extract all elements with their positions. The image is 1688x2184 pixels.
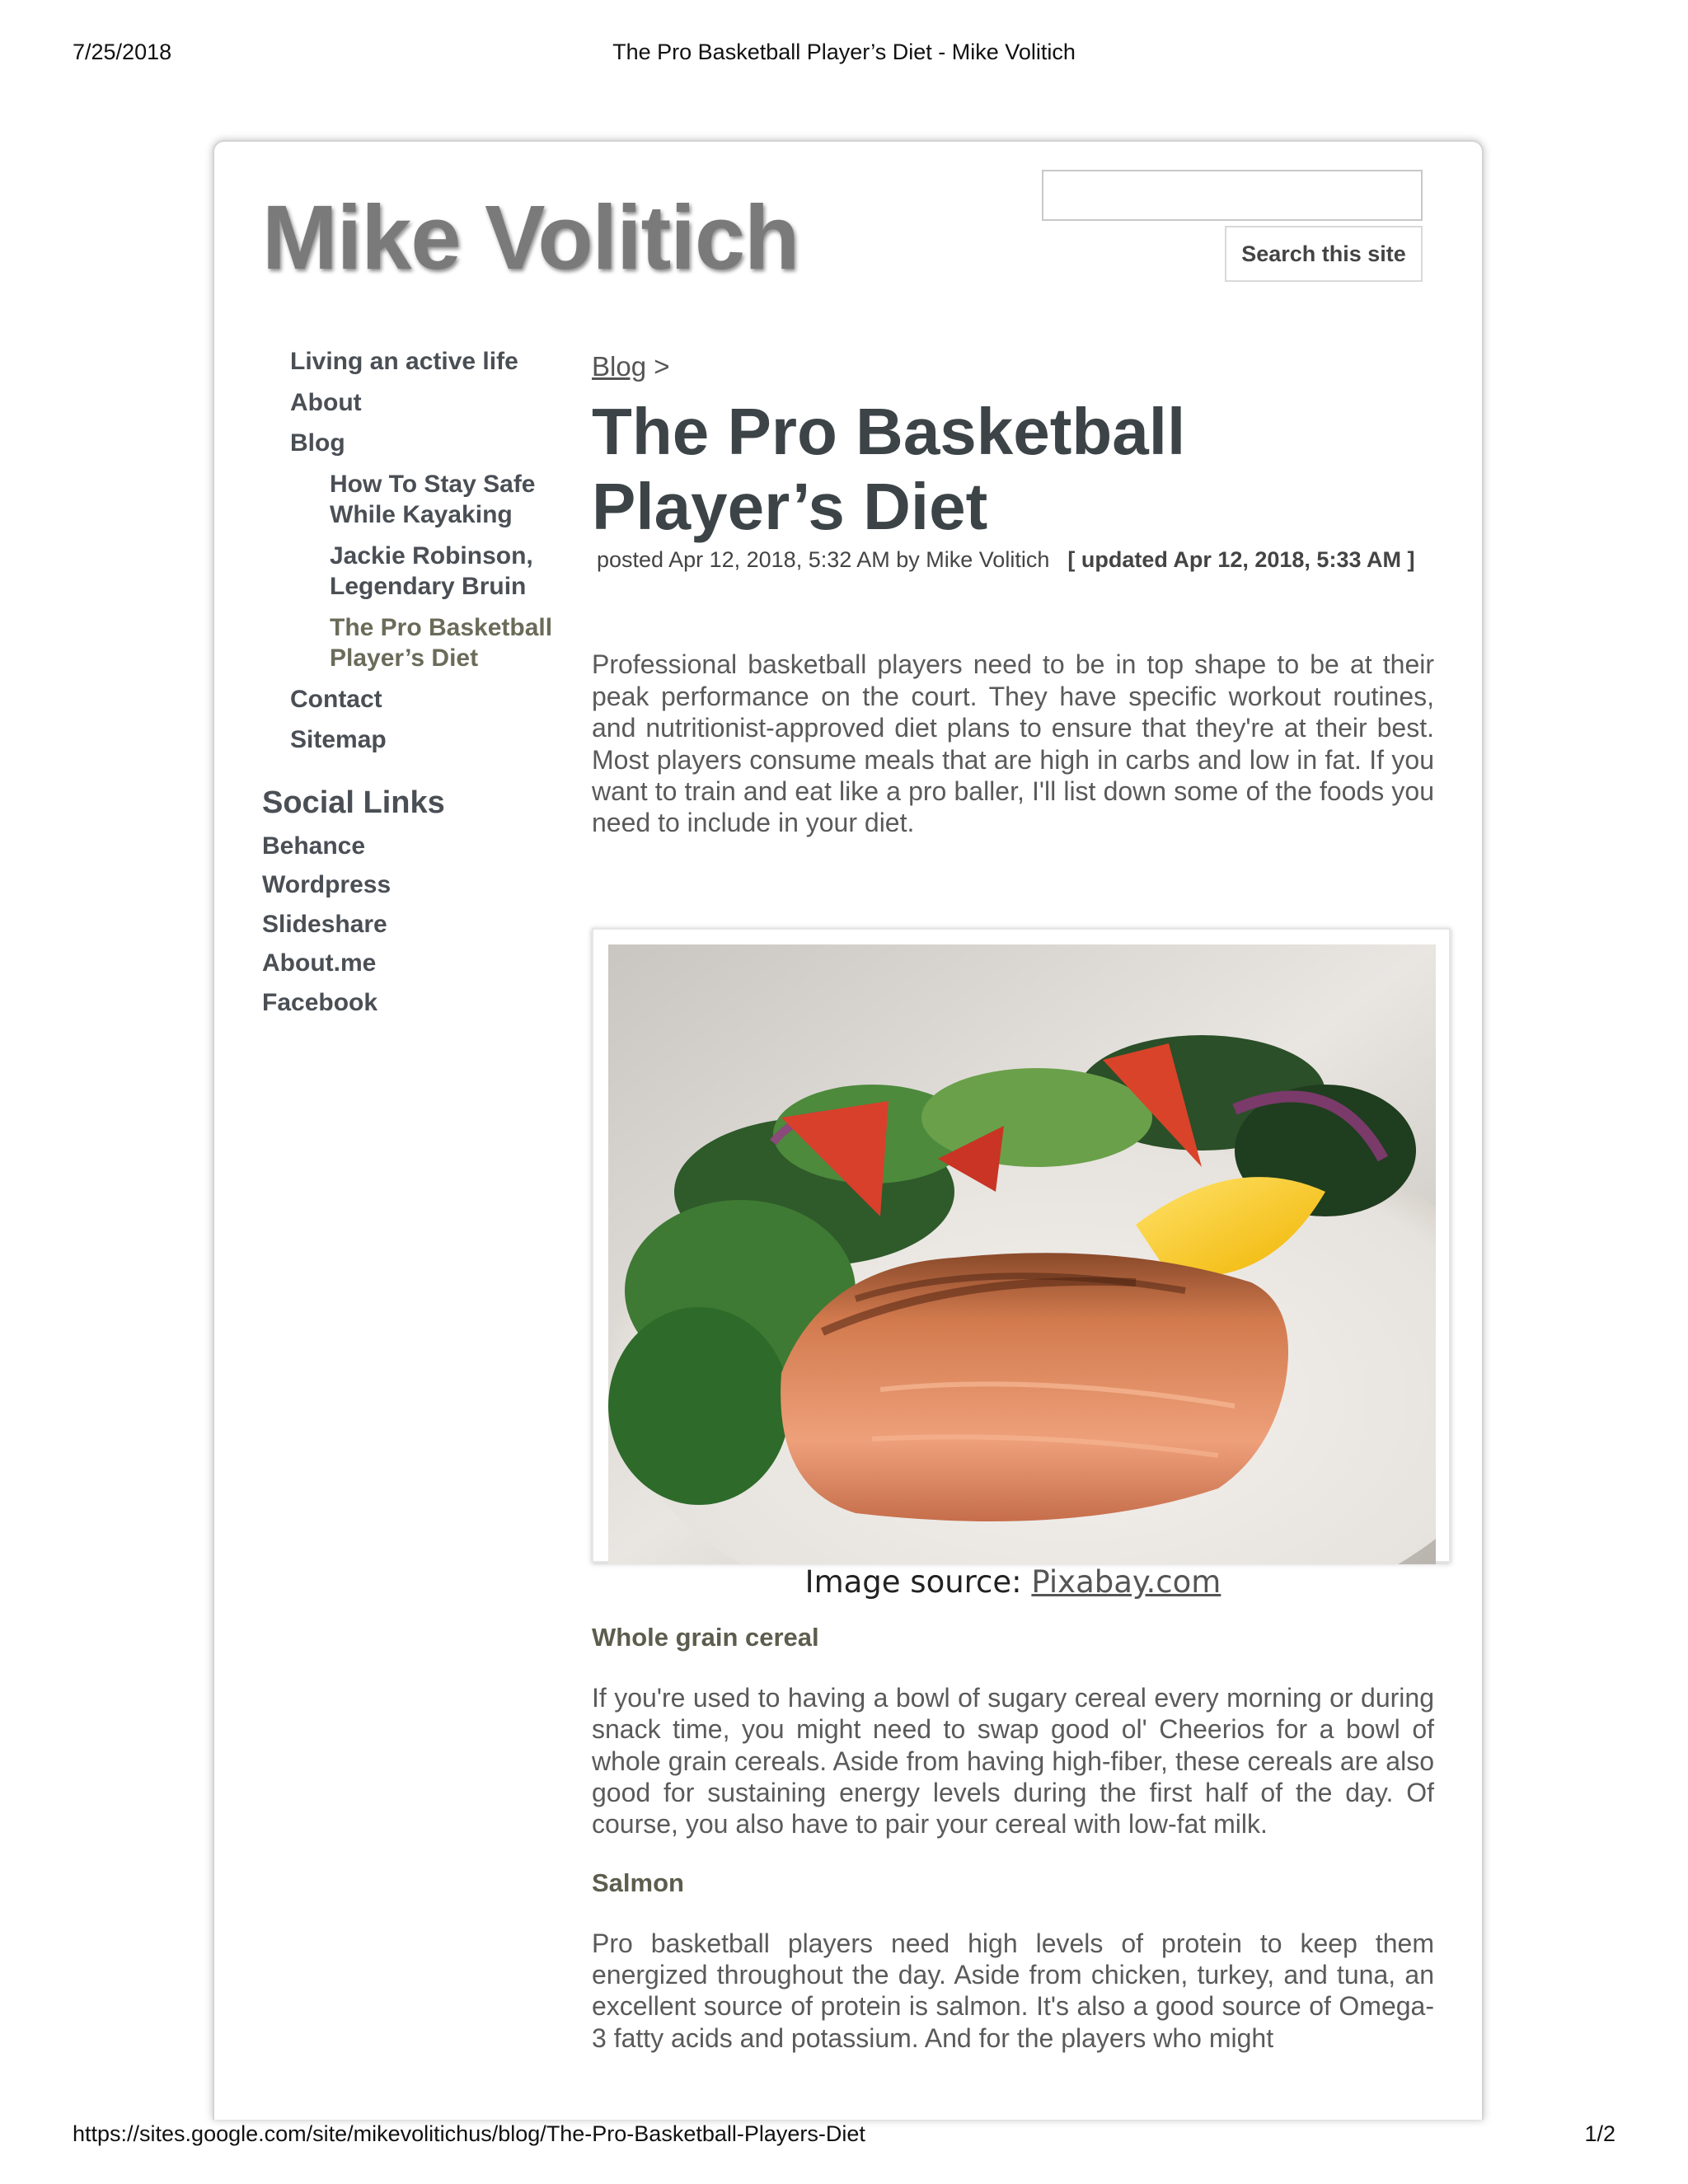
sidebar-item-living-active-life[interactable]: Living an active life — [290, 348, 518, 375]
post-image-frame — [592, 928, 1451, 1563]
social-links-heading: Social Links — [262, 785, 445, 820]
sidebar-item-contact[interactable]: Contact — [290, 685, 382, 713]
site-card — [213, 140, 1484, 2120]
print-url: https://sites.google.com/site/mikevolitichus/blog/The-Pro-Basketball-Players-Diet — [73, 2121, 865, 2146]
post-posted: posted Apr 12, 2018, 5:32 AM by Mike Volitich — [597, 547, 1050, 573]
section-heading-salmon: Salmon — [592, 1868, 684, 1897]
social-link-wordpress[interactable]: Wordpress — [262, 871, 392, 898]
social-link-slideshare[interactable]: Slideshare — [262, 910, 387, 938]
sidebar-item-sitemap[interactable]: Sitemap — [290, 726, 387, 753]
image-caption — [592, 1564, 1434, 1600]
social-link-aboutme[interactable]: About.me — [262, 949, 377, 977]
search-button[interactable]: Search this site — [1225, 226, 1423, 282]
print-page-number: 1/2 — [1584, 2121, 1615, 2146]
post-meta — [597, 547, 1434, 573]
sidebar-item-blog[interactable]: Blog — [290, 429, 345, 457]
breadcrumb-blog-link[interactable]: Blog — [592, 351, 647, 382]
image-source-link[interactable]: Pixabay.com — [1031, 1563, 1221, 1600]
post-title: The Pro Basketball Player’s Diet — [592, 395, 1186, 544]
main-content — [592, 351, 1434, 2054]
sidebar-item-jackie-robinson[interactable]: Jackie Robinson, Legendary Bruin — [330, 541, 533, 600]
image-caption-prefix: Image source: — [804, 1563, 1022, 1600]
site-title[interactable]: Mike Volitich — [262, 187, 799, 288]
breadcrumb — [592, 351, 1434, 382]
breadcrumb-separator: > — [654, 351, 670, 382]
post-updated: [ updated Apr 12, 2018, 5:33 AM ] — [1067, 547, 1415, 573]
post-intro: Professional basketball players need to be in top shape to be at their peak performance on the court. They have specific workout routines, and nutritionist-approved diet plans to ensure that they're at their best. Most players consume meals that are high in carbs and low in fat. If you want to train and eat like a pro baller, I'll list down some of the foods you need to include in your diet. — [592, 649, 1434, 838]
section-text-cereal: If you're used to having a bowl of sugary cereal every morning or during snack time, you might need to swap good ol' Cheerios for a bowl of whole grain cereals. Aside from having high-fiber, these cereals are also good for sustaining energy levels during the first half of the day. Of course, you also have to pair your cereal with low-fat milk. — [592, 1682, 1434, 1840]
social-link-facebook[interactable]: Facebook — [262, 988, 378, 1016]
sidebar-item-about[interactable]: About — [290, 388, 362, 416]
section-heading-cereal: Whole grain cereal — [592, 1622, 819, 1652]
salmon-salad-image — [608, 944, 1436, 1564]
print-date: 7/25/2018 — [73, 40, 172, 64]
sidebar-item-kayaking[interactable]: How To Stay Safe While Kayaking — [330, 470, 536, 528]
section-text-salmon: Pro basketball players need high levels of protein to keep them energized throughout the day. Aside from chicken, turkey, and tuna, an excellent source of protein is salmon. It's also a good source of Omega-3 fatty acids and potassium. And for the players who might — [592, 1928, 1434, 2053]
social-link-behance[interactable]: Behance — [262, 832, 366, 860]
sidebar-item-pro-basketball-diet[interactable]: The Pro Basketball Player’s Diet — [330, 613, 553, 672]
search-input[interactable] — [1042, 170, 1423, 221]
print-page-title: The Pro Basketball Player’s Diet - Mike Volitich — [612, 40, 1076, 64]
sidebar — [262, 346, 575, 1026]
